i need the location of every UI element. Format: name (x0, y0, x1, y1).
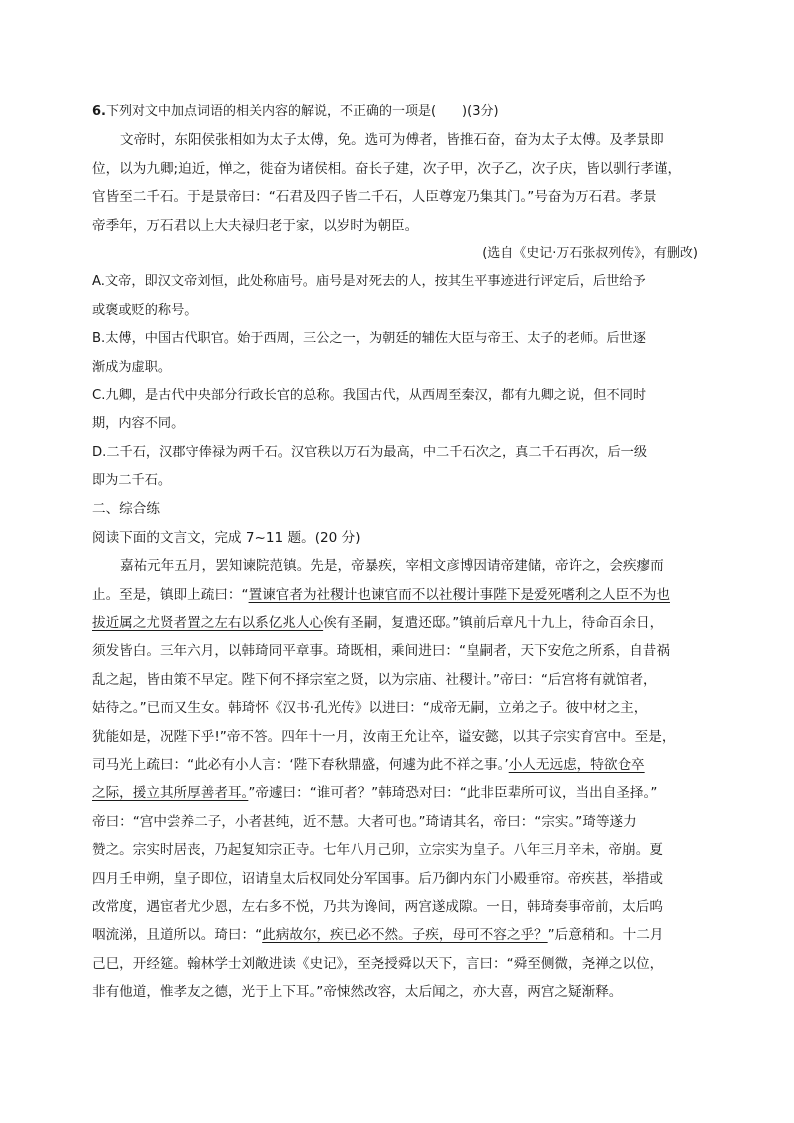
passage2-text: 咽流涕，且道所以。琦曰：“ (92, 927, 263, 944)
passage2-line: 嘉祐元年五月，罢知谏院范镇。先是，帝暴疾，宰相文彦博因请帝建储，帝许之，会疾瘳而 (120, 558, 664, 575)
option-c-line: 期，内容不同。 (92, 416, 185, 432)
document-page (92, 98, 704, 1007)
question-stem-text: 下列对文中加点词语的相关内容的解说，不正确的一项是( )(3分) (105, 104, 499, 119)
passage2-line: 姑待之。”已而又生女。韩琦怀《汉书·孔光传》以进曰：“成帝无嗣，立弟之子。彼中材之主， (92, 700, 648, 717)
passage2-line (92, 581, 704, 609)
passage2-line: 非有他道，惟孝友之德，光于上下耳。”帝悚然改容，太后闻之，亦大喜，两宫之疑渐释。 (92, 984, 623, 1001)
passage2-line: 须发皆白。三年六月，以韩琦同平章事。琦既相，乘间进曰：“皇嗣者，天下安危之所系，自昔祸 (92, 643, 670, 660)
question-number: 6. (92, 104, 106, 119)
option-a-line: A.文帝，即汉文帝刘恒，此处称庙号。庙号是对死去的人，按其生平事迹进行评定后，后世给予 (92, 274, 646, 290)
section-instruction: 阅读下面的文言文，完成 7~11 题。(20 分) (92, 529, 361, 546)
passage2-line: 四月壬申朔，皇子即位，诏请皇太后权同处分军国事。后乃御内东门小殿垂帘。帝疾甚，举措或 (92, 870, 663, 887)
option-a-line: 或褒或贬的称号。 (92, 302, 198, 318)
passage2-line (92, 751, 704, 779)
passage2-line: 己巳，开经筵。翰林学士刘敞进读《史记》，至尧授舜以天下，言曰：“舜至侧微，尧禅之以位， (92, 955, 664, 972)
underlined-sentence: 置谏官者为社稷计也谏官而不以社稷计事陛下是爱死嗜利之人臣不为也 (248, 586, 670, 603)
underlined-sentence: 之际，援立其所厚善者耳。 (92, 785, 249, 802)
passage2-line: 乱之起，皆由策不早定。陛下何不择宗室之贤，以为宗庙、社稷计。”帝曰：“后宫将有就馆者， (92, 671, 657, 688)
passage2-line (92, 779, 704, 807)
passage2-line: 赞之。宗实时居丧，乃起复知宗正寺。七年八月己卯，立宗实为皇子。八年三月辛未，帝崩。夏 (92, 842, 663, 859)
passage2-text: 司马光上疏曰：“此必有小人言：‘陛下春秋鼎盛，何遽为此不祥之事。’ (92, 756, 509, 773)
passage2-text: 俟有圣嗣，复遣还邸。”镇前后章凡十九上，待命百余日， (323, 615, 664, 632)
passage2-line: 改常度，遇宦者尤少恩，左右多不悦，乃共为谗间，两宫遂成隙。一日，韩琦奏事帝前，太后呜 (92, 898, 663, 915)
option-c-line: C.九卿，是古代中央部分行政长官的总称。我国古代，从西周至秦汉，都有九卿之说，但不同时 (92, 387, 647, 403)
passage2-text: 止。至是，镇即上疏曰：“ (92, 586, 249, 603)
passage2-text: ”后意稍和。十二月 (547, 927, 664, 944)
passage-line: 位，以为九卿;迫近，惮之，徙奋为诸侯相。奋长子建，次子甲，次子乙，次子庆，皆以驯行孝谨， (92, 160, 682, 177)
underlined-sentence: 此病故尔，疾已必不然。子疾，母可不容之乎？ (262, 927, 548, 944)
underlined-sentence: 小人无远虑，特欲仓卒 (508, 756, 645, 773)
passage-line: 官皆至二千石。于是景帝曰：“石君及四子皆二千石，人臣尊宠乃集其门。”号奋为万石君。孝景 (92, 189, 657, 206)
passage-line: 帝季年，万石君以上大夫禄归老于家，以岁时为朝臣。 (92, 217, 419, 234)
option-b-line: 渐成为虚职。 (92, 359, 172, 375)
passage2-line: 帝曰：“宫中尝养二子，小者甚纯，近不慧。大者可也。”琦请其名，帝曰：“宗实。”琦等遂力 (92, 813, 637, 830)
passage2-line (92, 609, 704, 637)
option-d-line: D.二千石，汉郡守俸禄为两千石。汉官秩以万石为最高，中二千石次之，真二千石再次，后一级 (92, 444, 648, 460)
passage2-line (92, 921, 704, 949)
option-b-line: B.太傅，中国古代职官。始于西周，三公之一，为朝廷的辅佐大臣与帝王、太子的老师。后世逐 (92, 331, 646, 347)
passage-line: 文帝时，东阳侯张相如为太子太傅，免。选可为傅者，皆推石奋，奋为太子太傅。及孝景即 (120, 132, 664, 149)
passage-source: (选自《史记·万石张叔列传》，有删改) (482, 245, 698, 261)
question-6-stem (92, 98, 704, 126)
passage2-line: 犹能如是，况陛下乎!”帝不答。四年十一月，汝南王允让卒，谥安懿，以其子宗实育宫中。至是， (92, 728, 676, 745)
option-d-line: 即为二千石。 (92, 473, 172, 489)
passage2-text: ”帝遽曰：“谁可者？”韩琦恐对曰：“此非臣辈所可议，当出自圣择。” (248, 785, 658, 802)
section-heading: 二、综合练 (92, 501, 160, 518)
underlined-sentence: 拔近属之尤贤者置之左右以系亿兆人心 (92, 615, 324, 632)
